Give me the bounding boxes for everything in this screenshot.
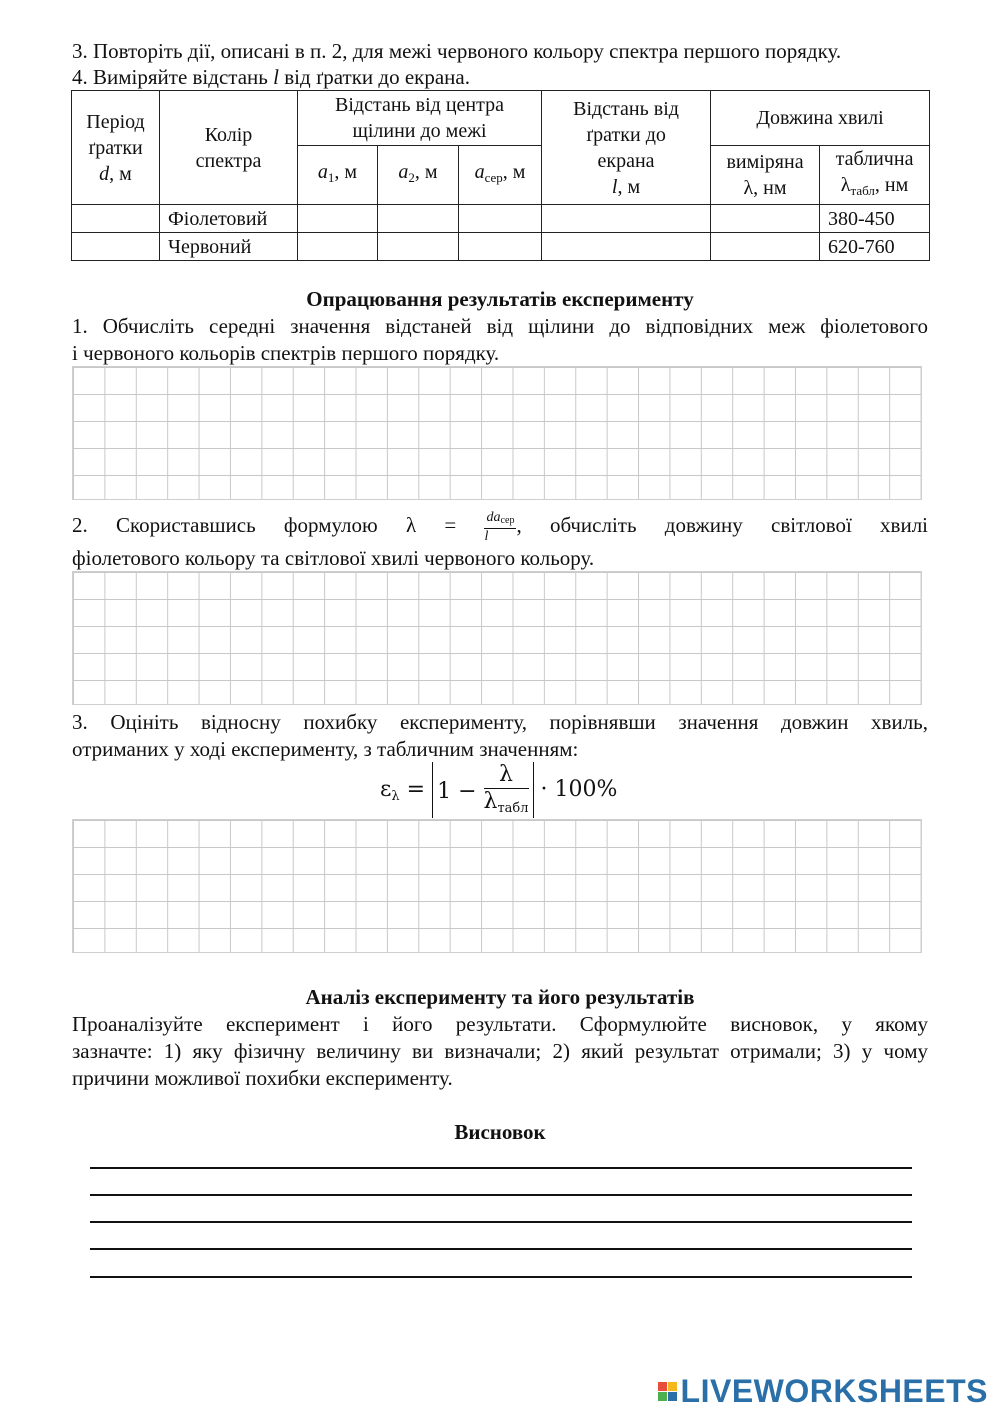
header-period-unit: , м (109, 162, 132, 185)
header-tabular (820, 146, 930, 205)
fraction-numerator: da (486, 510, 501, 526)
formula-epsilon-sub: λ (391, 789, 400, 804)
header-a2-var: a (398, 161, 409, 183)
header-a1 (298, 146, 378, 205)
header-distance-center-line1: Відстань від центра (335, 94, 504, 116)
cell-measured-violet[interactable] (711, 205, 820, 233)
conclusion-answer-line[interactable] (90, 1167, 912, 1169)
header-a1-unit: , м (334, 161, 358, 183)
formula-numerator: λ (484, 762, 529, 789)
header-tabular-line1: таблична (835, 148, 914, 170)
cell-color-violet: Фіолетовий (160, 205, 298, 233)
cell-acer-violet[interactable] (459, 205, 542, 233)
measurement-table (71, 90, 930, 261)
step-4-suffix: від ґратки до екрана. (278, 65, 470, 89)
header-distance-screen-line3: екрана (597, 149, 655, 172)
conclusion-answer-line[interactable] (90, 1276, 912, 1278)
cell-l-red[interactable] (542, 233, 711, 261)
conclusion-answer-line[interactable] (90, 1248, 912, 1250)
header-distance-screen-line1: Відстань від (573, 97, 679, 120)
header-tabular-sub: табл (850, 183, 875, 198)
cell-a2-violet[interactable] (378, 205, 459, 233)
answer-grid-1[interactable] (72, 366, 922, 500)
conclusion-answer-line[interactable] (90, 1194, 912, 1196)
header-acer (459, 146, 542, 205)
processing-item3-line1: 3. Оцініть відносну похибку експерименту, порівнявши значення довжин хвиль, (72, 710, 928, 734)
header-acer-sub: сер (484, 170, 503, 185)
logo-square (668, 1382, 677, 1391)
header-measured (711, 146, 820, 205)
header-period-line1: Період (86, 110, 145, 133)
logo-square (668, 1392, 677, 1401)
header-measured-line2: λ, нм (743, 177, 787, 199)
cell-period-red[interactable] (72, 233, 160, 261)
cell-acer-red[interactable] (459, 233, 542, 261)
cell-period-violet[interactable] (72, 205, 160, 233)
liveworksheets-logo (658, 1374, 988, 1408)
header-period-var: d (99, 162, 110, 185)
header-a1-var: a (317, 161, 328, 183)
header-distance-screen-unit: , м (617, 175, 641, 198)
cell-l-violet[interactable] (542, 205, 711, 233)
processing-item2-line1 (72, 508, 928, 544)
processing-item1-line2: і червоного кольорів спектрів першого порядку. (72, 341, 500, 365)
formula-denominator-sub: табл (497, 801, 529, 816)
cell-range-red: 620-760 (820, 233, 930, 261)
cell-a1-red[interactable] (298, 233, 378, 261)
analysis-line2: зазначте: 1) яку фізичну величину ви визначали; 2) який результат отримали; 3) у чому (72, 1039, 928, 1063)
analysis-line1: Проаналізуйте експеримент і його результати. Сформулюйте висновок, у якому (72, 1012, 928, 1036)
formula-equals: = (399, 777, 433, 802)
header-distance-center (298, 91, 542, 146)
header-color-line1: Колір (204, 123, 253, 146)
header-distance-center-line2: щілини до межі (352, 120, 487, 142)
formula-fraction (484, 762, 529, 822)
header-wavelength: Довжина хвилі (711, 91, 930, 146)
answer-grid-2[interactable] (72, 571, 922, 705)
cell-a2-red[interactable] (378, 233, 459, 261)
header-measured-line1: виміряна (726, 151, 804, 173)
logo-text: LIVEWORKSHEETS (680, 1373, 988, 1409)
logo-icon (658, 1382, 677, 1401)
header-a1-sub: 1 (327, 170, 335, 185)
step-3-text: 3. Повторіть дії, описані в п. 2, для межі червоного кольору спектра першого порядку. (72, 39, 842, 63)
header-acer-var: a (474, 161, 485, 183)
header-color-line2: спектра (195, 149, 262, 172)
header-tabular-unit: , нм (874, 174, 909, 196)
cell-measured-red[interactable] (711, 233, 820, 261)
header-period-line2: ґратки (88, 136, 143, 159)
formula-tail: · 100% (533, 777, 618, 802)
processing-item1-line1: 1. Обчисліть середні значення відстаней від щілини до відповідних меж фіолетового (72, 314, 928, 338)
processing-item3-line2: отриманих у ході експерименту, з табличним значенням: (72, 737, 579, 761)
step-4-prefix: 4. Виміряйте відстань (72, 65, 274, 89)
conclusion-title: Висновок (454, 1120, 546, 1144)
cell-color-red: Червоний (160, 233, 298, 261)
formula-epsilon: ε (380, 777, 392, 802)
answer-grid-3[interactable] (72, 819, 922, 953)
fraction-denominator: l (484, 529, 489, 545)
relative-error-formula (380, 762, 617, 818)
header-distance-screen-line2: ґратки до (586, 123, 666, 146)
item2-prefix: 2. Скориставшись формулою λ = (72, 513, 457, 537)
logo-square (658, 1382, 667, 1391)
header-color (160, 91, 298, 205)
table-row (72, 233, 930, 261)
formula-one: 1 − (437, 779, 477, 804)
logo-square (658, 1392, 667, 1401)
header-distance-screen-var: l (611, 175, 618, 198)
formula-abs (432, 762, 533, 818)
formula-denominator: λ (483, 789, 498, 814)
step-4-text (72, 64, 470, 91)
header-a2-sub: 2 (408, 170, 415, 185)
processing-item2-line2: фіолетового кольору та світлової хвилі червоного кольору. (72, 546, 595, 570)
header-a2 (378, 146, 459, 205)
cell-range-violet: 380-450 (820, 205, 930, 233)
step-4-variable: l (273, 65, 279, 89)
fraction-numerator-sub: сер (500, 515, 515, 527)
header-acer-unit: , м (502, 161, 526, 183)
header-period (72, 91, 160, 205)
item2-suffix: , обчисліть довжину світлової хвилі (516, 513, 929, 537)
header-tabular-lambda: λ (840, 174, 851, 196)
table-row (72, 205, 930, 233)
header-a2-unit: , м (414, 161, 438, 183)
analysis-line3: причини можливої похибки експерименту. (72, 1066, 453, 1090)
conclusion-answer-line[interactable] (90, 1221, 912, 1223)
processing-title: Опрацювання результатів експерименту (306, 287, 694, 311)
analysis-title: Аналіз експерименту та його результатів (305, 985, 695, 1009)
cell-a1-violet[interactable] (298, 205, 378, 233)
header-distance-screen (542, 91, 711, 205)
formula-lambda-fraction (484, 510, 516, 544)
